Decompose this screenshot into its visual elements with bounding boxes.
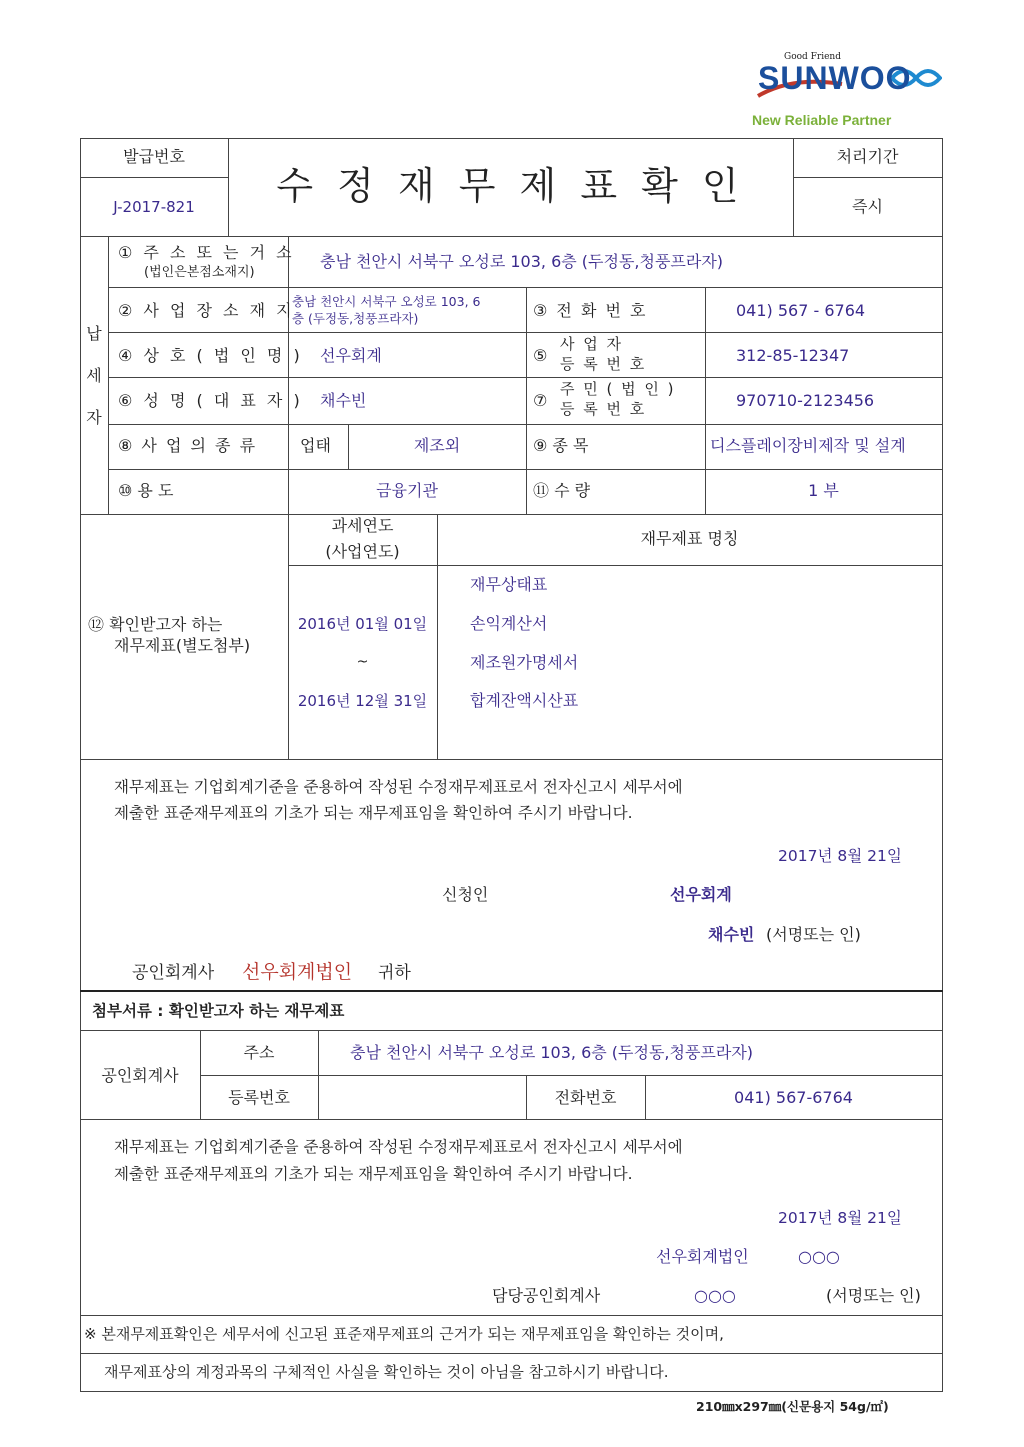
confirm-date: 2017년 8월 21일	[778, 1209, 902, 1227]
confirm-cpa-sign: ○○○	[694, 1286, 736, 1305]
period-to: 2016년 12월 31일	[297, 692, 428, 710]
tax-year-header-2: (사업연도)	[325, 542, 400, 561]
item-value: 디스플레이장비제작 및 설계	[710, 436, 906, 455]
business-type-value: 제조외	[413, 436, 461, 455]
cpa-label: 공인회계사	[101, 1066, 179, 1085]
period-separator: ~	[356, 654, 369, 670]
resident-reg-label-2: 등 록 번 호	[560, 400, 647, 418]
resident-reg-label-1: 주 민 ( 법 인 )	[560, 380, 676, 398]
cpa-phone-label: 전화번호	[554, 1088, 617, 1107]
cpa-address-label: 주소	[243, 1043, 275, 1062]
cpa-phone-value: 041) 567-6764	[734, 1088, 853, 1107]
statement-item: 재무상태표	[470, 575, 548, 594]
address-label: ① 주 소 또 는 거 소	[118, 243, 295, 262]
cpa-regno-label: 등록번호	[228, 1088, 290, 1107]
applicant-sign-note: (서명또는 인)	[766, 925, 861, 944]
request-text-2: 제출한 표준재무제표의 기초가 되는 재무제표임을 확인하여 주시기 바랍니다.	[114, 804, 633, 822]
business-place-value-2: 층 (두정동,청풍프라자)	[292, 311, 419, 326]
business-type-label: ⑧ 사 업 의 종 류	[118, 436, 258, 455]
taxpayer-side-label-3: 자	[86, 408, 102, 427]
business-reg-value: 312-85-12347	[736, 346, 850, 365]
company-value: 선우회계	[320, 346, 382, 365]
note-line-1: ※ 본재무제표확인은 세무서에 신고된 표준재무제표의 근거가 되는 재무제표임을 확인하는 것이며,	[84, 1325, 724, 1343]
phone-label: ③ 전 화 번 호	[533, 301, 648, 320]
issue-number-label: 발급번호	[123, 147, 185, 166]
statements-label-1: ⑫ 확인받고자 하는	[88, 615, 223, 634]
business-reg-label-1: 사 업 자	[560, 335, 624, 353]
taxpayer-side-label-2: 세	[86, 366, 102, 385]
tax-year-header-1: 과세연도	[331, 516, 394, 535]
logo-slogan: New Reliable Partner	[752, 112, 892, 128]
statement-name-header: 재무제표 명칭	[640, 529, 739, 548]
applicant-label: 신청인	[442, 885, 489, 904]
company-label: ④ 상 호 ( 법 인 명 )	[118, 346, 303, 365]
use-value: 금융기관	[376, 481, 438, 500]
representative-value: 채수빈	[320, 391, 367, 410]
business-place-label: ② 사 업 장 소 재 지	[118, 301, 295, 320]
logo-wordmark: SUNWOO	[758, 60, 912, 96]
statements-label-2: 재무제표(별도첨부)	[114, 636, 251, 655]
item-label: ⑨ 종 목	[533, 436, 589, 455]
paper-spec: 210㎜x297㎜(신문용지 54g/㎡)	[696, 1399, 889, 1414]
phone-value: 041) 567 - 6764	[736, 301, 866, 320]
use-label: ⑩ 용 도	[118, 481, 174, 500]
applicant-company: 선우회계	[670, 885, 732, 904]
taxpayer-side-label-1: 납	[86, 324, 102, 343]
processing-period-value: 즉시	[852, 197, 883, 216]
period-from: 2016년 01월 01일	[297, 615, 428, 633]
confirm-cpa-label: 담당공인회계사	[492, 1286, 601, 1305]
business-type-sublabel: 업태	[300, 436, 331, 455]
address-sublabel: (법인은본점소재지)	[144, 265, 255, 280]
addressee-firm: 선우회계법인	[242, 961, 353, 983]
company-logo	[752, 52, 942, 132]
quantity-value: 1 부	[808, 481, 839, 500]
note-line-2: 재무제표상의 계정과목의 구체적인 사실을 확인하는 것이 아님을 참고하시기 바랍니다.	[104, 1363, 669, 1381]
applicant-name: 채수빈	[708, 925, 755, 944]
addressee-suffix: 귀하	[378, 963, 411, 983]
quantity-label: ⑪ 수 량	[533, 481, 591, 500]
issue-number-value: J-2017-821	[113, 198, 195, 216]
statement-item: 합계잔액시산표	[470, 691, 579, 710]
business-reg-number-mark: ⑤	[533, 346, 548, 365]
confirm-text-2: 제출한 표준재무제표의 기초가 되는 재무제표임을 확인하여 주시기 바랍니다.	[114, 1165, 633, 1183]
confirm-firm-sign: ○○○	[798, 1247, 840, 1266]
resident-reg-value: 970710-2123456	[736, 391, 875, 410]
confirm-sign-note: (서명또는 인)	[826, 1286, 921, 1305]
statement-item: 제조원가명세서	[470, 653, 579, 672]
business-reg-label-2: 등 록 번 호	[560, 355, 647, 373]
processing-period-label: 처리기간	[836, 147, 899, 166]
addressee-prefix: 공인회계사	[132, 963, 215, 983]
business-place-value-1: 충남 천안시 서북구 오성로 103, 6	[292, 294, 481, 309]
attachment-title: 첨부서류 : 확인받고자 하는 재무제표	[92, 1002, 345, 1020]
request-date: 2017년 8월 21일	[778, 847, 902, 865]
cpa-address-value: 충남 천안시 서북구 오성로 103, 6층 (두정동,청풍프라자)	[350, 1043, 754, 1062]
confirm-text-1: 재무제표는 기업회계기준을 준용하여 작성된 수정재무제표로서 전자신고시 세무서에	[114, 1138, 683, 1156]
resident-reg-number-mark: ⑦	[533, 391, 548, 410]
confirm-firm: 선우회계법인	[656, 1247, 749, 1266]
form-title: 수 정 재 무 제 표 확 인	[276, 164, 745, 208]
address-value: 충남 천안시 서북구 오성로 103, 6층 (두정동,청풍프라자)	[320, 252, 724, 271]
statement-item: 손익계산서	[470, 614, 548, 633]
request-text-1: 재무제표는 기업회계기준을 준용하여 작성된 수정재무제표로서 전자신고시 세무서에	[114, 778, 683, 796]
representative-label: ⑥ 성 명 ( 대 표 자 )	[118, 391, 303, 410]
logo-tagline: Good Friend	[784, 52, 841, 62]
